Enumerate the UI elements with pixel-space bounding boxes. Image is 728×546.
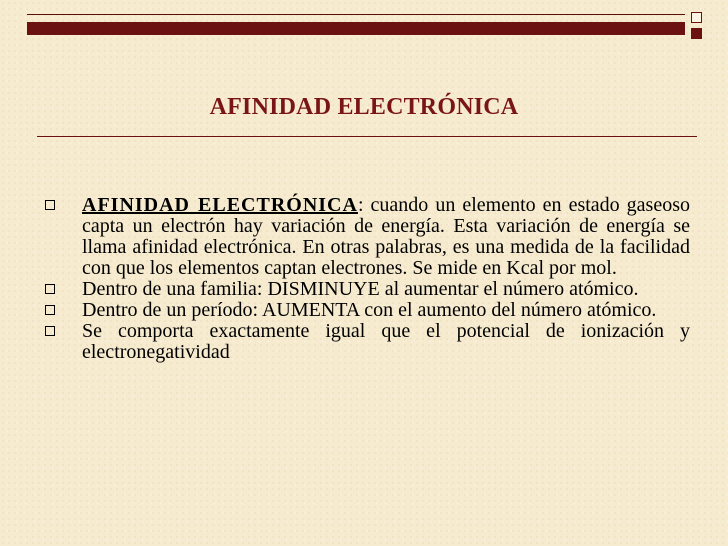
square-bullet-icon (45, 200, 55, 210)
list-item (45, 279, 690, 300)
bullet-text: Se comporta exactamente igual que el potencial de ionización y electronegatividad (82, 320, 690, 363)
title-underline-rule (37, 136, 697, 137)
bullet-term: AFINIDAD ELECTRÓNICA (82, 194, 358, 216)
bullet-text: Dentro de una familia: DISMINUYE al aumentar el número atómico. (82, 278, 639, 300)
dark-square-icon (691, 28, 702, 39)
list-item (45, 321, 690, 363)
bullet-list (45, 195, 690, 363)
header-bar (27, 22, 685, 35)
header-squares (688, 10, 706, 40)
square-bullet-icon (45, 305, 55, 315)
list-item (45, 300, 690, 321)
bullet-definition: : cuando un elemento en estado gaseoso capta un electrón hay variación de energía. Esta variación de energía se llama afinidad electrónica. En otras palabras, es una medida de la facilidad con que los elementos captan electrones. Se mide en Kcal por mol. (82, 194, 691, 279)
square-bullet-icon (45, 326, 55, 336)
light-square-icon (691, 12, 702, 23)
bullet-text (82, 195, 690, 279)
header-thin-rule (27, 14, 685, 15)
header-decoration (0, 0, 728, 40)
bullet-text: Dentro de un período: AUMENTA con el aumento del número atómico. (82, 299, 657, 321)
list-item (45, 195, 690, 279)
slide-title: AFINIDAD ELECTRÓNICA (209, 94, 519, 120)
square-bullet-icon (45, 284, 55, 294)
